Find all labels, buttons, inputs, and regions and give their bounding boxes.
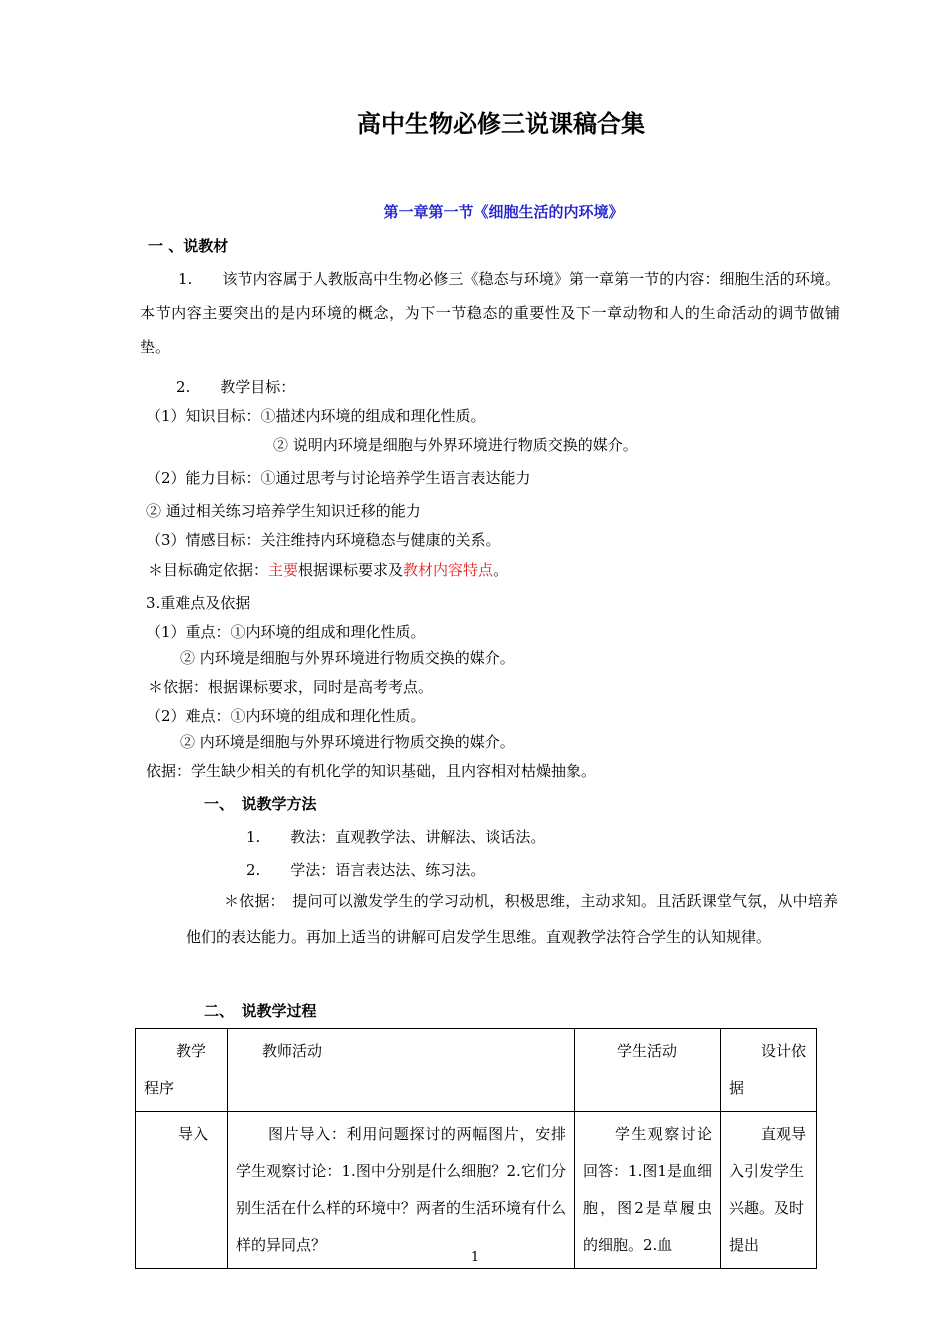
methods-basis: ＊依据： 提问可以激发学生的学习动机，积极思维，主动求知。且活跃课堂气氛，从中培养他们的表达能力。再加上适当的讲解可启发学生思维。直观教学法符合学生的认知规律。 (186, 892, 838, 946)
cell-teacher: 图片导入：利用问题探讨的两幅图片，安排学生观察讨论：1.图中分别是什么细胞？2.它们分别生活在什么样的环境中？两者的生活环境有什么样的异同点？ (228, 1112, 575, 1269)
ability-goal: （2）能力目标：①通过思考与讨论培养学生语言表达能力 (146, 469, 531, 487)
table-header-row (136, 1029, 817, 1112)
goal-basis-highlight-2: 教材内容特点 (403, 561, 494, 579)
process-table (135, 1028, 817, 1269)
knowledge-goal: （1）知识目标：①描述内环境的组成和理化性质。 (146, 407, 486, 425)
cell-stage: 导入 (136, 1112, 228, 1269)
difficulty-1: （2）难点：①内环境的组成和理化性质。 (146, 707, 426, 725)
header-student: 学生活动 (575, 1029, 721, 1112)
difficulty-2: ② 内环境是细胞与外界环境进行物质交换的媒介。 (180, 733, 515, 751)
table-row (136, 1112, 817, 1269)
key-points-heading: 3.重难点及依据 (146, 594, 251, 612)
page-number: 1 (470, 1250, 480, 1265)
ability-goal-2: ② 通过相关练习培养学生知识迁移的能力 (146, 502, 421, 520)
teaching-goals-heading: 2. 教学目标： (176, 378, 296, 396)
cell-student: 学生观察讨论回答：1.图1是血细胞，图2是草履虫的细胞。2.血 (575, 1112, 721, 1269)
key-point-2: ② 内环境是细胞与外界环境进行物质交换的媒介。 (180, 649, 515, 667)
paragraph-content: 1. 该节内容属于人教版高中生物必修三《稳态与环境》第一章第一节的内容：细胞生活的环境。本节内容主要突出的是内环境的概念，为下一节稳态的重要性及下一章动物和人的生命活动的调节做铺垫。 (140, 270, 840, 356)
emotion-goal: （3）情感目标：关注维持内环境稳态与健康的关系。 (146, 531, 501, 549)
key-point-basis: ＊依据：根据课标要求，同时是高考考点。 (148, 678, 434, 696)
teaching-method: 1. 教法：直观教学法、讲解法、谈话法。 (246, 828, 546, 846)
header-stage: 教学程序 (136, 1029, 228, 1112)
goal-basis-end: 。 (493, 561, 509, 579)
key-point-1: （1）重点：①内环境的组成和理化性质。 (146, 623, 426, 641)
section-subtitle: 第一章第一节《细胞生活的内环境》 (383, 203, 624, 221)
difficulty-basis: 依据：学生缺少相关的有机化学的知识基础，且内容相对枯燥抽象。 (146, 762, 597, 780)
goal-basis-line (148, 559, 508, 580)
goal-basis-highlight-1: 主要 (268, 561, 299, 579)
learning-method: 2. 学法：语言表达法、练习法。 (246, 861, 486, 879)
goal-basis-label: ＊目标确定依据： (148, 561, 269, 579)
heading-methods: 一、 说教学方法 (204, 795, 317, 813)
cell-basis: 直观导入引发学生兴趣。及时提出 (721, 1112, 817, 1269)
heading-textbook: 一 、说教材 (148, 237, 229, 255)
document-title: 高中生物必修三说课稿合集 (357, 110, 645, 138)
knowledge-goal-2: ② 说明内环境是细胞与外界环境进行物质交换的媒介。 (273, 436, 638, 454)
header-teacher: 教师活动 (228, 1029, 575, 1112)
goal-basis-mid: 根据课标要求及 (298, 561, 404, 579)
header-basis: 设计依据 (721, 1029, 817, 1112)
heading-process: 二、 说教学过程 (204, 1002, 317, 1020)
